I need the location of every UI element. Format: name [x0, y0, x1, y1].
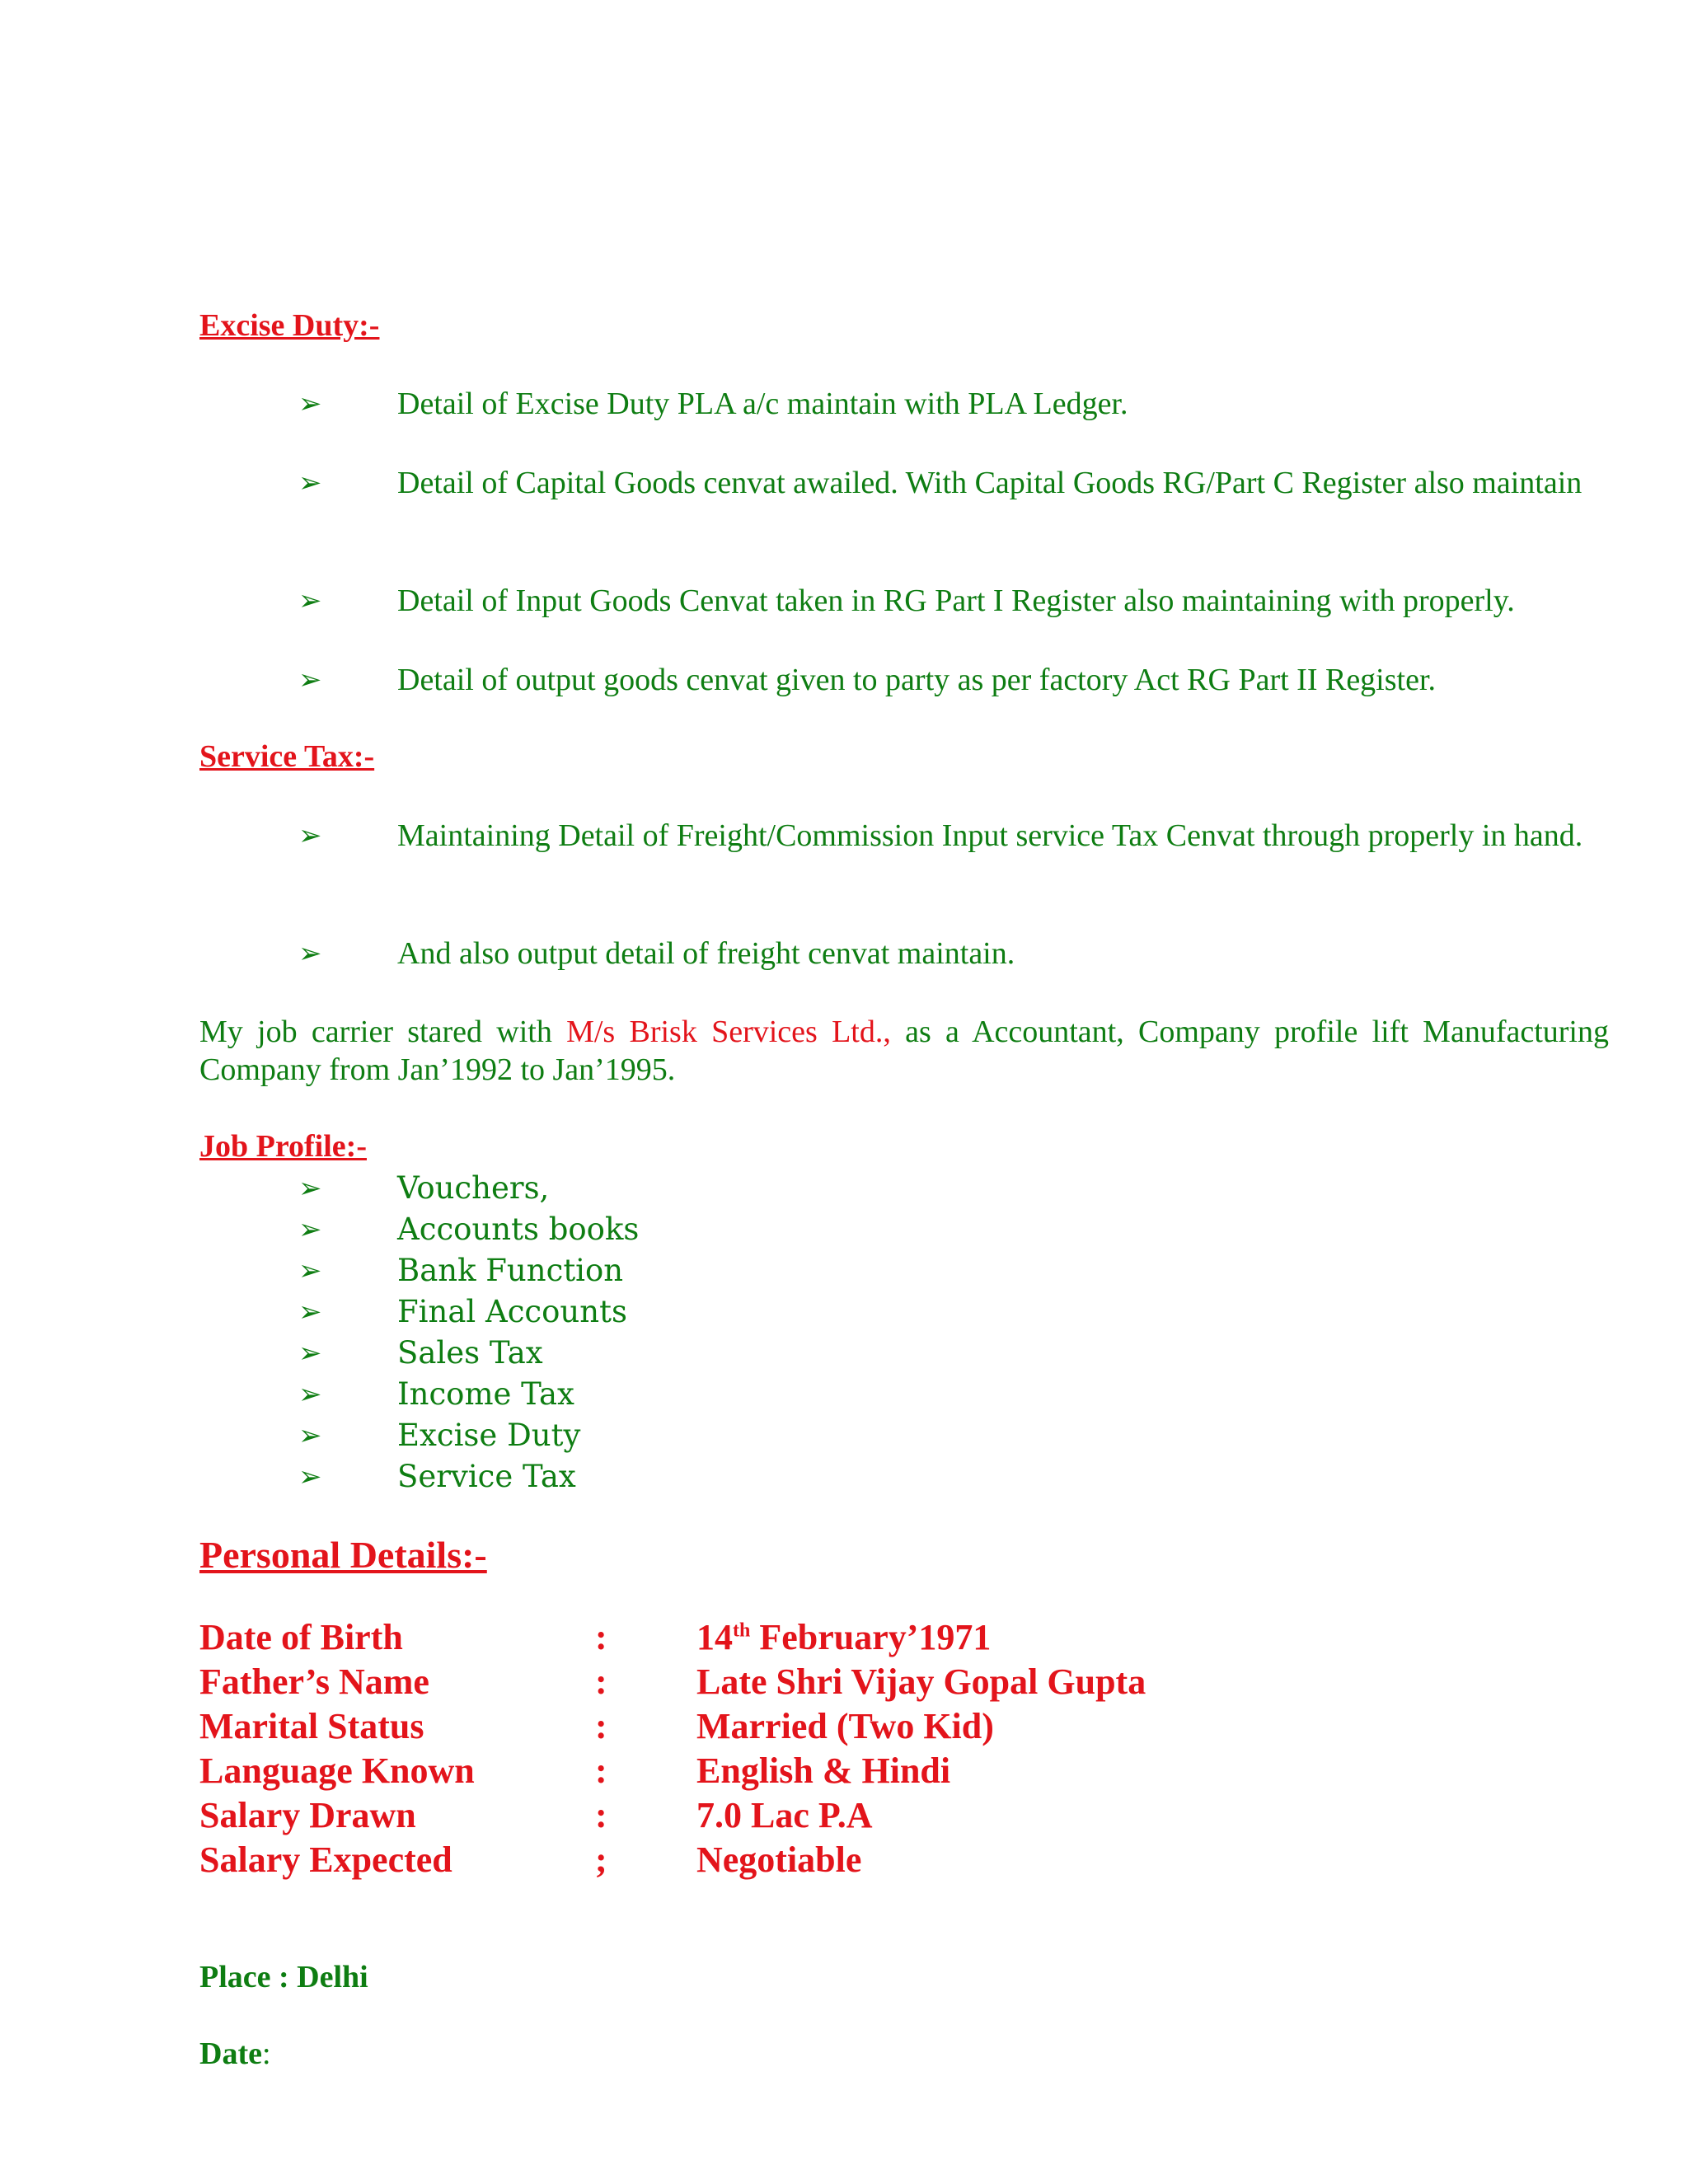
personal-details-heading: Personal Details:-: [199, 1534, 487, 1576]
detail-label: Father’s Name: [199, 1661, 429, 1702]
excise-item-text: Detail of Input Goods Cenvat taken in RG Part I Register also maintaining with properly.: [397, 583, 1515, 618]
detail-row-salary-expected: [199, 1838, 1436, 1882]
career-prefix: My job carrier stared with: [199, 1015, 567, 1049]
excise-item: [298, 385, 1609, 423]
arrow-bullet-icon: ➢: [298, 1213, 322, 1246]
job-profile-item-text: Final Accounts: [397, 1294, 627, 1329]
detail-label: Salary Drawn: [199, 1795, 416, 1835]
detail-label: Marital Status: [199, 1706, 424, 1746]
excise-item: [298, 464, 1609, 540]
job-profile-item-text: Sales Tax: [397, 1335, 543, 1371]
arrow-bullet-icon: ➢: [298, 387, 322, 420]
date-colon: :: [261, 2036, 271, 2071]
service-tax-heading: Service Tax:-: [199, 739, 375, 774]
detail-separator: :: [595, 1706, 607, 1746]
detail-row-father: [199, 1660, 1436, 1704]
company-name: M/s Brisk Services Ltd.,: [566, 1015, 891, 1049]
detail-separator: :: [595, 1617, 607, 1657]
excise-item: [298, 661, 1609, 699]
detail-value: English & Hindi: [696, 1750, 951, 1791]
arrow-bullet-icon: ➢: [298, 663, 322, 696]
excise-item: [298, 582, 1609, 620]
arrow-bullet-icon: ➢: [298, 466, 322, 499]
arrow-bullet-icon: ➢: [298, 937, 322, 970]
job-profile-item-text: Income Tax: [397, 1376, 574, 1412]
dob-ordinal: th: [733, 1619, 751, 1642]
detail-label: Language Known: [199, 1750, 475, 1791]
detail-value: Negotiable: [696, 1840, 862, 1880]
job-profile-item-text: Bank Function: [397, 1253, 624, 1288]
service-tax-item-text: Maintaining Detail of Freight/Commission Input service Tax Cenvat through properly in hand.: [397, 818, 1583, 853]
excise-item-text: Detail of output goods cenvat given to party as per factory Act RG Part II Register.: [397, 663, 1437, 697]
detail-value: Late Shri Vijay Gopal Gupta: [696, 1661, 1146, 1702]
arrow-bullet-icon: ➢: [298, 1419, 322, 1452]
career-suffix: as a Accountant, Company profile lift Manufacturing Company from Jan’1992 to Jan’1995.: [199, 1015, 1609, 1087]
service-tax-item-text: And also output detail of freight cenvat maintain.: [397, 936, 1015, 971]
arrow-bullet-icon: ➢: [298, 819, 322, 852]
dob-day: 14: [696, 1617, 733, 1657]
place-line: Place : Delhi: [199, 1960, 368, 1994]
job-profile-heading: Job Profile:-: [199, 1129, 367, 1164]
excise-duty-heading: Excise Duty:-: [199, 308, 380, 343]
detail-value: 7.0 Lac P.A: [696, 1795, 873, 1835]
detail-row-language: [199, 1749, 1436, 1793]
service-tax-item: [298, 935, 1609, 972]
detail-value: [696, 1615, 991, 1660]
arrow-bullet-icon: ➢: [298, 1337, 322, 1370]
detail-row-marital: [199, 1704, 1436, 1749]
excise-item-text: Detail of Excise Duty PLA a/c maintain with PLA Ledger.: [397, 387, 1128, 421]
detail-separator: :: [595, 1795, 607, 1835]
arrow-bullet-icon: ➢: [298, 1254, 322, 1287]
date-label: Date: [199, 2036, 262, 2071]
arrow-bullet-icon: ➢: [298, 584, 322, 617]
arrow-bullet-icon: ➢: [298, 1172, 322, 1205]
detail-separator: :: [595, 1661, 607, 1702]
detail-row-salary-drawn: [199, 1793, 1436, 1838]
service-tax-item: [298, 817, 1609, 893]
date-line: [199, 2035, 271, 2073]
detail-label: Date of Birth: [199, 1617, 403, 1657]
career-paragraph: [199, 1013, 1609, 1089]
detail-separator: :: [595, 1750, 607, 1791]
detail-row-dob: [199, 1615, 1436, 1660]
dob-month-year: February’1971: [750, 1617, 992, 1657]
job-profile-item-text: Vouchers,: [397, 1170, 550, 1206]
job-profile-item-text: Accounts books: [397, 1212, 640, 1247]
arrow-bullet-icon: ➢: [298, 1460, 322, 1493]
detail-label: Salary Expected: [199, 1840, 452, 1880]
detail-separator: ;: [595, 1840, 607, 1880]
excise-item-text: Detail of Capital Goods cenvat awailed. With Capital Goods RG/Part C Register also maintain: [397, 466, 1582, 500]
detail-value: Married (Two Kid): [696, 1706, 994, 1746]
job-profile-item-text: Service Tax: [397, 1459, 576, 1494]
job-profile-item-text: Excise Duty: [397, 1418, 581, 1453]
arrow-bullet-icon: ➢: [298, 1296, 322, 1329]
arrow-bullet-icon: ➢: [298, 1378, 322, 1411]
